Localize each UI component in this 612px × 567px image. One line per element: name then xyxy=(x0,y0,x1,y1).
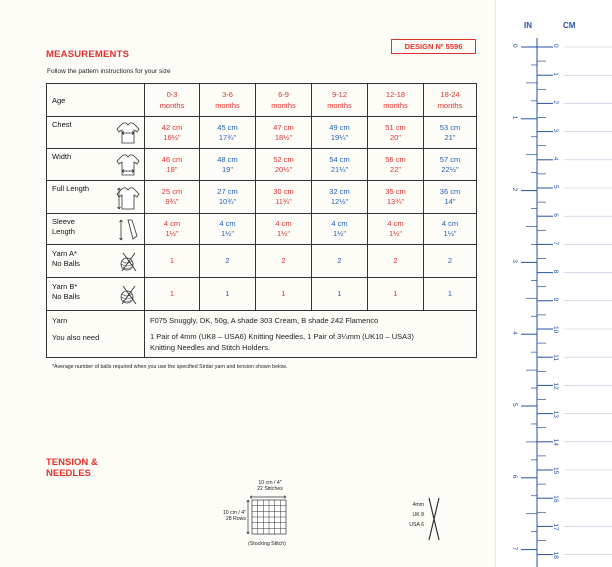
table-cell: 1 xyxy=(312,278,368,311)
table-cell: 27 cm 10¾" xyxy=(200,181,256,214)
yarn-b-label: Yarn B* No Balls xyxy=(47,278,145,311)
table-cell: 47 cm 18½" xyxy=(256,117,312,149)
width-label: Width xyxy=(47,149,145,181)
table-cell: 53 cm 21" xyxy=(424,117,477,149)
stitch-note: (Stocking Stitch) xyxy=(248,541,286,547)
inch-number: 0 xyxy=(511,44,518,48)
table-cell: 2 xyxy=(200,245,256,278)
table-cell: 42 cm 16½" xyxy=(145,117,200,149)
needle-caption: 4mm UK 8 USA 6 xyxy=(409,502,424,528)
table-cell: 36 cm 14" xyxy=(424,181,477,214)
full-length-label: Full Length xyxy=(47,181,145,214)
table-cell: 2 xyxy=(312,245,368,278)
table-cell: 56 cm 22" xyxy=(368,149,424,181)
table-cell: 4 cm 1½" xyxy=(312,214,368,245)
cm-number: 3 xyxy=(552,128,559,133)
table-cell: 25 cm 9¾" xyxy=(145,181,200,214)
need-text-1: 1 Pair of 4mm (UK8 – USA6) Knitting Needles, 1 Pair of 3¼mm (UK10 – USA3) xyxy=(150,332,414,341)
table-cell: 1 xyxy=(200,278,256,311)
yarn-ball-icon xyxy=(115,250,141,274)
cm-number: 11 xyxy=(552,354,559,361)
table-cell: 30 cm 11¾" xyxy=(256,181,312,214)
yarn-a-row xyxy=(47,245,477,278)
inch-number: 5 xyxy=(511,403,518,407)
cm-number: 6 xyxy=(552,213,559,217)
cm-number: 9 xyxy=(552,297,559,302)
cm-number: 15 xyxy=(552,467,559,475)
size-header: 18-24 months xyxy=(424,84,477,117)
tension-grid-icon xyxy=(246,494,290,536)
table-cell: 51 cm 20" xyxy=(368,117,424,149)
full-length-row xyxy=(47,181,477,214)
materials-labels xyxy=(47,311,145,358)
yarn-label: Yarn xyxy=(52,316,68,325)
need-text-2: Knitting Needles and Stitch Holders. xyxy=(150,343,271,352)
table-cell: 46 cm 18" xyxy=(145,149,200,181)
table-cell: 48 cm 19" xyxy=(200,149,256,181)
you-also-need-label: You also need xyxy=(52,333,100,342)
cm-number: 12 xyxy=(552,382,559,390)
cm-number: 4 xyxy=(552,156,559,161)
inch-number: 2 xyxy=(511,187,518,192)
inch-number: 1 xyxy=(511,115,518,120)
table-cell: 4 cm 1½" xyxy=(200,214,256,245)
cm-number: 7 xyxy=(552,241,559,246)
table-cell: 2 xyxy=(368,245,424,278)
table-cell: 1 xyxy=(145,245,200,278)
cm-number: 18 xyxy=(552,551,559,559)
intro-text: Follow the pattern instructions for your size xyxy=(47,68,171,75)
yarn-text: F075 Snuggly, DK, 50g, A shade 303 Cream, B shade 242 Flamenco xyxy=(150,316,379,325)
materials-row xyxy=(47,311,477,358)
cm-number: 1 xyxy=(552,72,559,76)
sweater-width-icon xyxy=(115,153,141,177)
sleeve-length-label: Sleeve Length xyxy=(47,214,145,245)
sweater-chest-icon xyxy=(115,121,141,145)
table-cell: 1 xyxy=(368,278,424,311)
sweater-length-icon xyxy=(115,185,141,211)
cm-number: 17 xyxy=(552,523,559,531)
chest-row xyxy=(47,117,477,149)
chest-label: Chest xyxy=(47,117,145,149)
inch-number: 6 xyxy=(511,474,518,479)
width-row xyxy=(47,149,477,181)
table-cell: 4 cm 1½" xyxy=(424,214,477,245)
knitting-needles-icon xyxy=(426,497,442,541)
measurements-table xyxy=(46,83,477,358)
table-cell: 1 xyxy=(424,278,477,311)
inch-header: IN xyxy=(524,21,532,30)
table-cell: 49 cm 19¼" xyxy=(312,117,368,149)
cm-number: 13 xyxy=(552,410,559,418)
table-cell: 35 cm 13¾" xyxy=(368,181,424,214)
inch-number: 3 xyxy=(511,259,518,264)
measuring-ruler xyxy=(495,0,612,567)
ruler-scale xyxy=(496,0,612,567)
design-number-box: DESIGN Nº 5596 xyxy=(391,39,476,54)
size-header: 12-18 months xyxy=(368,84,424,117)
age-label: Age xyxy=(47,84,145,117)
table-cell: 4 cm 1½" xyxy=(368,214,424,245)
materials-text xyxy=(145,311,477,358)
cm-number: 0 xyxy=(552,44,559,48)
cm-number: 16 xyxy=(552,495,559,503)
size-header: 0-3 months xyxy=(145,84,200,117)
inch-number: 4 xyxy=(511,331,518,335)
age-row xyxy=(47,84,477,117)
cm-number: 14 xyxy=(552,438,559,447)
tension-width-caption: 10 cm / 4" 22 Stitches xyxy=(257,480,283,492)
table-cell: 32 cm 12½" xyxy=(312,181,368,214)
yarn-b-row xyxy=(47,278,477,311)
tension-height-caption: 10 cm / 4" 28 Rows xyxy=(222,510,246,522)
cm-number: 8 xyxy=(552,269,559,274)
size-header: 6-9 months xyxy=(256,84,312,117)
size-header: 9-12 months xyxy=(312,84,368,117)
size-header: 3-6 months xyxy=(200,84,256,117)
table-cell: 1 xyxy=(256,278,312,311)
sleeve-length-row xyxy=(47,214,477,245)
table-cell: 2 xyxy=(256,245,312,278)
cm-number: 2 xyxy=(552,100,559,105)
table-cell: 54 cm 21¼" xyxy=(312,149,368,181)
tension-heading: TENSION & NEEDLES xyxy=(46,457,98,479)
cm-header: CM xyxy=(563,21,576,30)
table-cell: 4 cm 1½" xyxy=(256,214,312,245)
cm-number: 10 xyxy=(552,326,559,334)
table-cell: 2 xyxy=(424,245,477,278)
table-cell: 1 xyxy=(145,278,200,311)
yarn-ball-icon xyxy=(115,283,141,307)
inch-number: 7 xyxy=(511,546,518,551)
measurements-heading: MEASUREMENTS xyxy=(46,49,130,60)
footnote: *Average number of balls required when you use the specified Sirdar yarn and tension shown below. xyxy=(52,364,288,370)
table-cell: 52 cm 20½" xyxy=(256,149,312,181)
table-cell: 4 cm 1½" xyxy=(145,214,200,245)
cm-number: 5 xyxy=(552,185,559,189)
table-cell: 45 cm 17¾" xyxy=(200,117,256,149)
table-cell: 57 cm 22½" xyxy=(424,149,477,181)
yarn-a-label: Yarn A* No Balls xyxy=(47,245,145,278)
sleeve-length-icon xyxy=(115,218,141,242)
